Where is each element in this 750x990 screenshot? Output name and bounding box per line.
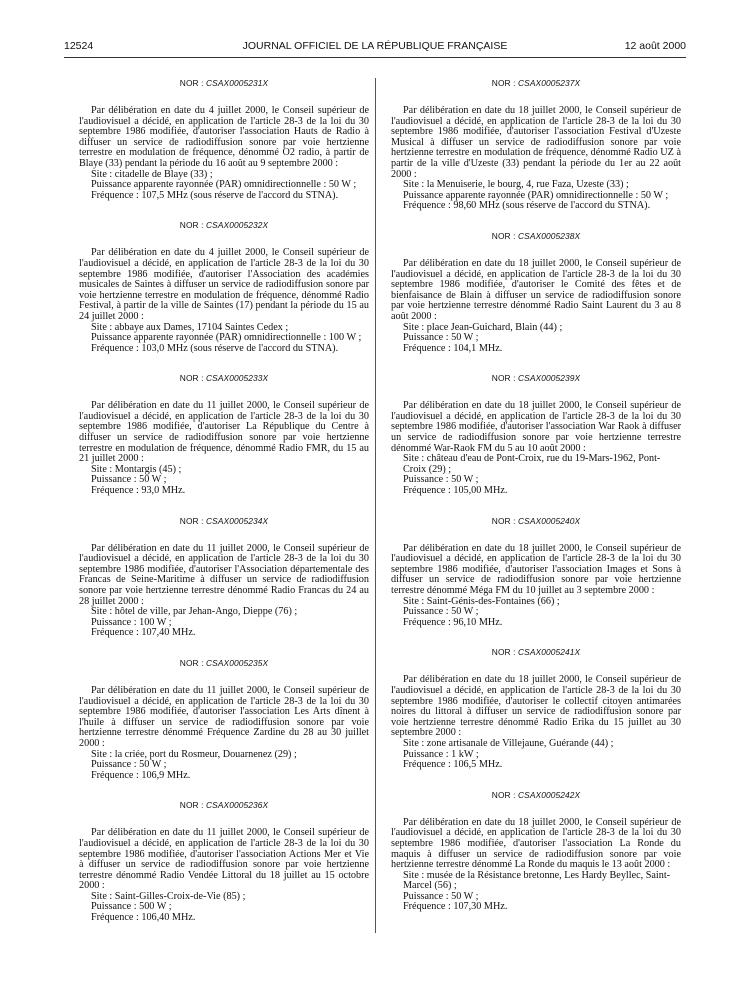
site-line: Site : château d'eau de Pont-Croix, rue du 19-Mars-1962, Pont-Croix (29) ; <box>403 453 661 475</box>
nor-label: NOR : <box>491 789 516 800</box>
site-line: Site : zone artisanale de Villejaune, Guérande (44) ; <box>403 737 614 749</box>
nor-code: CSAX0005239X <box>518 373 581 384</box>
power-line: Puissance : 50 W ; <box>91 474 167 486</box>
power-line: Puissance apparente rayonnée (PAR) omnidirectionnelle : 50 W ; <box>91 179 357 191</box>
notice <box>391 231 681 354</box>
nor-reference <box>391 78 681 88</box>
notice-body: Par délibération en date du 18 juillet 2000, le Conseil supérieur de l'audiovisuel a décidé, en application de l'article 28-3 de la loi du 30 septembre 1986 modifiée, d'autoriser l'association Images et Sons à diffuser un service de radiodiffusion sonore par voie hertzienne terrestre dénommé Méga FM du 10 juillet au 3 septembre 2000 : <box>391 542 681 596</box>
notice <box>79 220 369 354</box>
notice-body: Par délibération en date du 11 juillet 2000, le Conseil supérieur de l'audiovisuel a décidé, en application de l'article 28-3 de la loi du 30 septembre 1986 modifiée, d'autoriser l'association Actions Mer et Vie à diffuser un service de radiodiffusion sonore par voie hertzienne terrestre dénommé Radio Vendée Littoral du 18 juillet au 15 octobre 2000 : <box>79 827 369 892</box>
nor-code: CSAX0005242X <box>518 789 581 800</box>
power-line: Puissance : 100 W ; <box>91 616 172 628</box>
site-line: Site : la Menuiserie, le bourg, 4, rue Faza, Uzeste (33) ; <box>403 179 629 191</box>
notice <box>391 373 681 496</box>
notice-body: Par délibération en date du 18 juillet 2000, le Conseil supérieur de l'audiovisuel a décidé, en application de l'article 28-3 de la loi du 30 septembre 1986 modifiée, d'autoriser le collectif citoyen antimarées noires du littoral à diffuser un service de radiodiffusion sonore par voie hertzienne terrestre dénommé Radio Erika du 15 juillet au 30 septembre 2000 : <box>391 674 681 739</box>
notice <box>79 658 369 781</box>
nor-code: CSAX0005238X <box>518 230 581 241</box>
nor-label: NOR : <box>179 220 204 231</box>
nor-label: NOR : <box>491 78 516 88</box>
nor-label: NOR : <box>491 515 516 526</box>
notice-body: Par délibération en date du 18 juillet 2000, le Conseil supérieur de l'audiovisuel a décidé, en application de l'article 28-3 de la loi du 30 septembre 1986 modifiée, d'autoriser l'association La Ronde du maquis à diffuser un service de radiodiffusion sonore par voie hertzienne terrestre dénommé La Ronde du maquis le 13 août 2000 : <box>391 816 681 871</box>
notice-body: Par délibération en date du 18 juillet 2000, le Conseil supérieur de l'audiovisuel a décidé, en application de l'article 28-3 de la loi du 30 septembre 1986 modifiée, d'autoriser l'association War Raok à diffuser un service de radiodiffusion sonore par voie hertzienne terrestre dénommé War-Raok FM du 5 au 10 août 2000 : <box>391 400 681 454</box>
nor-reference <box>391 373 681 383</box>
nor-reference <box>391 790 681 800</box>
site-line: Site : Montargis (45) ; <box>91 463 182 475</box>
power-line: Puissance apparente rayonnée (PAR) omnidirectionnelle : 50 W ; <box>403 189 669 201</box>
site-line: Site : citadelle de Blaye (33) ; <box>91 168 213 180</box>
power-line: Puissance : 50 W ; <box>403 474 479 486</box>
nor-reference <box>79 373 369 383</box>
site-line: Site : musée de la Résistance bretonne, Les Hardy Beyllec, Saint-Marcel (56) ; <box>403 869 671 892</box>
nor-code: CSAX0005234X <box>206 515 269 526</box>
nor-code: CSAX0005232X <box>206 220 269 231</box>
power-line: Puissance : 50 W ; <box>403 606 479 618</box>
page-number: 12524 <box>64 40 94 52</box>
header-rule <box>64 57 686 58</box>
frequency-line: Fréquence : 107,5 MHz (sous réserve de l'accord du STNA). <box>91 189 339 201</box>
site-line: Site : hôtel de ville, par Jehan-Ango, Dieppe (76) ; <box>91 606 298 618</box>
frequency-line: Fréquence : 96,10 MHz. <box>403 616 503 628</box>
nor-code: CSAX0005240X <box>518 515 581 526</box>
frequency-line: Fréquence : 106,9 MHz. <box>91 769 191 781</box>
issue-date: 12 août 2000 <box>624 40 686 52</box>
site-line: Site : la criée, port du Rosmeur, Douarnenez (29) ; <box>91 748 297 760</box>
nor-code: CSAX0005236X <box>206 800 269 811</box>
power-line: Puissance apparente rayonnée (PAR) omnidirectionnelle : 100 W ; <box>91 332 362 344</box>
notice-body: Par délibération en date du 11 juillet 2000, le Conseil supérieur de l'audiovisuel a décidé, en application de l'article 28-3 de la loi du 30 septembre 1986 modifiée, d'autoriser l'Association départementale des Francas de Seine-Maritime à diffuser un service de radiodiffusion sonore par voie hertzienne terrestre dénommé Radio Francas du 24 au 28 juillet 2000 : <box>79 542 369 607</box>
notice-body: Par délibération en date du 11 juillet 2000, le Conseil supérieur de l'audiovisuel a décidé, en application de l'article 28-3 de la loi du 30 septembre 1986 modifiée, d'autoriser La République du Centre à diffuser un service de radiodiffusion sonore par voie hertzienne terrestre en modulation de fréquence, dénommé Radio FMR, du 15 au 21 juillet 2000 : <box>79 400 369 465</box>
notice-body: Par délibération en date du 4 juillet 2000, le Conseil supérieur de l'audiovisuel a décidé, en application de l'article 28-3 de la loi du 30 septembre 1986 modifiée, d'autoriser l'association Hauts de Radio à diffuser un service de radiodiffusion sonore par voie hertzienne terrestre en modulation de fréquence, dénommé O2 radio, à partir de Blaye (33) pendant la période du 16 août au 9 septembre 2000 : <box>79 105 369 169</box>
nor-code: CSAX0005233X <box>206 373 269 384</box>
nor-reference <box>79 78 369 88</box>
nor-reference <box>391 231 681 241</box>
frequency-line: Fréquence : 103,0 MHz (sous réserve de l'accord du STNA). <box>91 342 339 354</box>
notice <box>79 373 369 496</box>
notice-body: Par délibération en date du 4 juillet 2000, le Conseil supérieur de l'audiovisuel a décidé, en application de l'article 28-3 de la loi du 30 septembre 1986 modifiée, d'autoriser l'Association des académies musicales de Saintes à diffuser un service de radiodiffusion sonore par voie hertzienne terrestre en modulation de fréquence, dénommé Radio Festival, à partir de la ville de Saintes (17) pendant la période du 15 au 24 juillet 2000 : <box>79 247 369 322</box>
frequency-line: Fréquence : 98,60 MHz (sous réserve de l'accord du STNA). <box>403 200 651 212</box>
nor-code: CSAX0005241X <box>518 647 581 658</box>
site-line: Site : abbaye aux Dames, 17104 Saintes Cedex ; <box>91 321 289 333</box>
nor-code: CSAX0005237X <box>518 78 581 88</box>
left-column <box>79 78 369 943</box>
nor-label: NOR : <box>491 373 516 384</box>
frequency-line: Fréquence : 104,1 MHz. <box>403 342 503 354</box>
nor-label: NOR : <box>491 230 516 241</box>
site-line: Site : Saint-Gilles-Croix-de-Vie (85) ; <box>91 890 246 902</box>
nor-code: CSAX0005235X <box>206 657 269 668</box>
power-line: Puissance : 1 kW ; <box>403 748 479 760</box>
notice <box>79 516 369 639</box>
notice <box>79 800 369 923</box>
frequency-line: Fréquence : 106,5 MHz. <box>403 759 503 771</box>
frequency-line: Fréquence : 106,40 MHz. <box>91 912 196 924</box>
nor-code: CSAX0005231X <box>206 78 269 88</box>
nor-label: NOR : <box>179 800 204 811</box>
nor-reference <box>79 516 369 526</box>
right-column <box>391 78 681 932</box>
frequency-line: Fréquence : 107,40 MHz. <box>91 627 196 639</box>
nor-label: NOR : <box>179 78 204 88</box>
journal-title: JOURNAL OFFICIEL DE LA RÉPUBLIQUE FRANÇAISE <box>242 40 508 52</box>
nor-reference <box>79 220 369 230</box>
frequency-line: Fréquence : 105,00 MHz. <box>403 485 508 497</box>
notice <box>391 647 681 770</box>
notice-body: Par délibération en date du 11 juillet 2000, le Conseil supérieur de l'audiovisuel a décidé, en application de l'article 28-3 de la loi du 30 septembre 1986 modifiée, d'autoriser l'association Les Arts dînent à l'huile à diffuser un service de radiodiffusion sonore par voie hertzienne terrestre dénommé Fréquence Zardine du 28 au 30 juillet 2000 : <box>79 684 369 749</box>
nor-label: NOR : <box>179 657 204 668</box>
power-line: Puissance : 50 W ; <box>91 759 167 771</box>
nor-reference <box>391 516 681 526</box>
nor-label: NOR : <box>491 647 516 658</box>
power-line: Puissance : 50 W ; <box>403 890 479 902</box>
power-line: Puissance : 500 W ; <box>91 901 172 913</box>
page-header <box>64 40 686 56</box>
nor-reference <box>79 800 369 810</box>
notice <box>79 78 369 201</box>
nor-reference <box>79 658 369 668</box>
site-line: Site : place Jean-Guichard, Blain (44) ; <box>403 321 563 333</box>
nor-label: NOR : <box>179 515 204 526</box>
site-line: Site : Saint-Génis-des-Fontaines (66) ; <box>403 595 560 607</box>
notice-body: Par délibération en date du 18 juillet 2000, le Conseil supérieur de l'audiovisuel a décidé, en application de l'article 28-3 de la loi du 30 septembre 1986 modifiée, d'autoriser le Comité des fêtes et de bienfaisance de Blain à diffuser un service de radiodiffusion sonore par voie hertzienne terrestre dénommé Radio Saint Laurent du 3 au 8 août 2000 : <box>391 257 681 322</box>
frequency-line: Fréquence : 107,30 MHz. <box>403 901 508 913</box>
frequency-line: Fréquence : 93,0 MHz. <box>91 485 186 497</box>
notice-body: Par délibération en date du 18 juillet 2000, le Conseil supérieur de l'audiovisuel a décidé, en application de l'article 28-3 de la loi du 30 septembre 1986 modifiée, d'autoriser l'association Festival d'Uzeste Musical à diffuser un service de radiodiffusion sonore par voie hertzienne terrestre en modulation de fréquence, dénommé Radio UZ à partir de la ville d'Uzeste (33) pendant la période du 1er au 22 août 2000 : <box>391 105 681 180</box>
notice <box>391 516 681 629</box>
notice <box>391 790 681 913</box>
notice <box>391 78 681 212</box>
nor-reference <box>391 647 681 657</box>
nor-label: NOR : <box>179 373 204 384</box>
column-divider <box>375 78 376 933</box>
power-line: Puissance : 50 W ; <box>403 332 479 344</box>
